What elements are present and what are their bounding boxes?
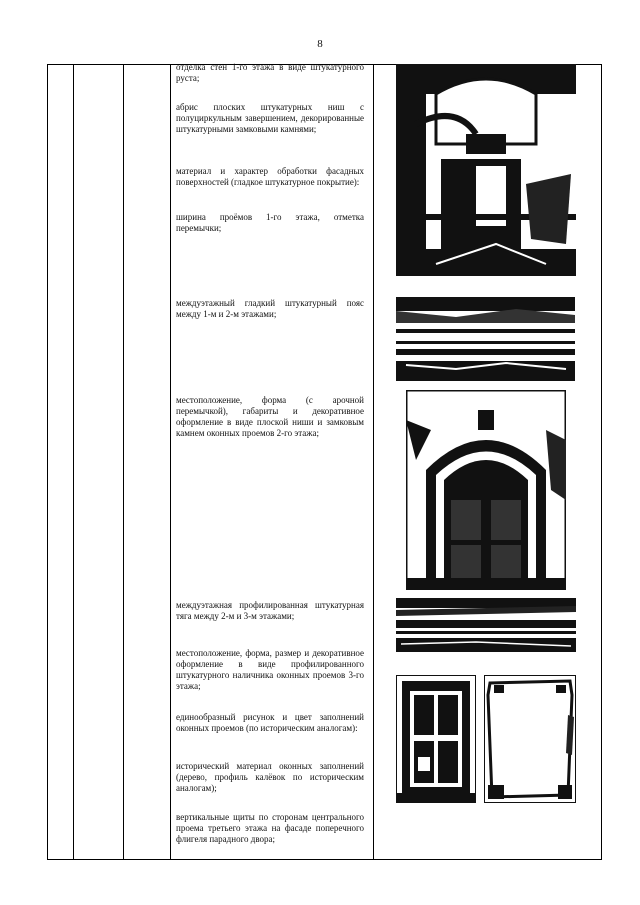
photo-second-floor-arched-window <box>406 390 566 590</box>
entry-window-pattern: единообразный рисунок и цвет заполнений оконных проемов (по историческим аналогам): <box>176 712 364 733</box>
photo-profiled-cornice-image <box>396 598 576 660</box>
entry-facade-surface: материал и характер обработки фасадных поверхностей (гладкое штукатурное покрытие): <box>176 166 364 187</box>
photo-third-floor-window-image <box>396 675 476 803</box>
column-divider <box>123 65 124 859</box>
page-number: 8 <box>317 38 323 50</box>
entry-vertical-shields: вертикальные щиты по сторонам центрального проема третьего этажа на фасаде поперечного флигеля парадного двора; <box>176 812 364 844</box>
photo-second-floor-arched-window-image <box>406 390 566 590</box>
entry-third-floor-surrounds: местоположение, форма, размер и декоративное оформление в виде профилированного штукатурного наличника оконных проемов 3-го этажа; <box>176 648 364 691</box>
photo-vertical-shield <box>484 675 576 803</box>
column-divider <box>170 65 171 859</box>
entry-belt-course-1-2: междуэтажный гладкий штукатурный пояс между 1-м и 2-м этажами; <box>176 298 364 319</box>
photo-first-floor-niche <box>396 64 576 276</box>
entry-cornice-2-3: междуэтажная профилированная штукатурная тяга между 2-м и 3-м этажами; <box>176 600 364 621</box>
entry-window-material: исторический материал оконных заполнений (дерево, профиль калёвок по историческим аналогам); <box>176 761 364 793</box>
photo-belt-course <box>396 297 575 381</box>
column-divider <box>373 65 374 859</box>
column-divider <box>73 65 74 859</box>
entry-wall-rustication: отделка стен 1-го этажа в виде штукатурного руста; <box>176 62 364 83</box>
photo-belt-course-image <box>396 297 575 381</box>
photo-profiled-cornice <box>396 598 576 660</box>
entry-first-floor-openings: ширина проёмов 1-го этажа, отметка перемычки; <box>176 212 364 233</box>
entry-plaster-niches: абрис плоских штукатурных ниш с полуциркульным завершением, декорированные штукатурными замковыми камнями; <box>176 102 364 134</box>
entry-second-floor-windows: местоположение, форма (с арочной перемычкой), габариты и декоративное оформление в виде плоской ниши и замковым камнем оконных проемов 2-го этажа; <box>176 395 364 438</box>
photo-first-floor-niche-image <box>396 64 576 276</box>
photo-vertical-shield-image <box>484 675 576 803</box>
photo-third-floor-window <box>396 675 476 803</box>
